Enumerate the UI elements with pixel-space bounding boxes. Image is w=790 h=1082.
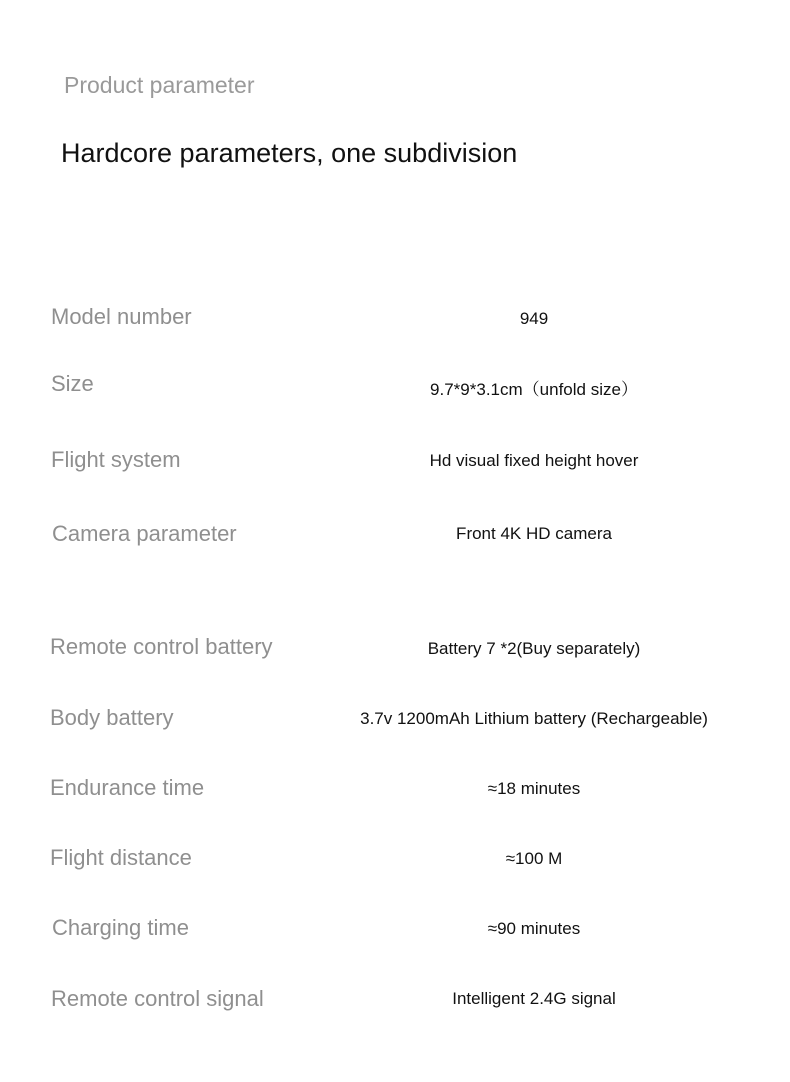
param-label-flight-distance: Flight distance: [50, 845, 192, 870]
param-value-size: 9.7*9*3.1cm（unfold size）: [430, 380, 638, 399]
param-value-remote-control-signal: Intelligent 2.4G signal: [452, 989, 616, 1008]
param-value-model-number: 949: [519, 309, 549, 328]
section-label: Product parameter: [64, 72, 255, 98]
param-label-charging-time: Charging time: [52, 915, 189, 940]
param-value-body-battery: 3.7v 1200mAh Lithium battery (Rechargeable): [360, 709, 708, 728]
param-label-remote-control-signal: Remote control signal: [51, 986, 264, 1011]
param-label-remote-control-battery: Remote control battery: [50, 634, 273, 659]
param-value-flight-system: Hd visual fixed height hover: [429, 451, 639, 470]
param-value-remote-control-battery: Battery 7 *2(Buy separately): [427, 639, 641, 658]
param-label-size: Size: [51, 371, 94, 396]
param-label-flight-system: Flight system: [51, 447, 181, 472]
param-label-endurance-time: Endurance time: [50, 775, 205, 800]
param-label-model-number: Model number: [51, 304, 192, 329]
param-value-flight-distance: ≈100 M: [505, 849, 563, 868]
param-value-charging-time: ≈90 minutes: [487, 919, 581, 938]
param-label-camera-parameter: Camera parameter: [52, 521, 237, 546]
page-headline: Hardcore parameters, one subdivision: [61, 138, 518, 168]
param-value-endurance-time: ≈18 minutes: [487, 779, 581, 798]
param-label-body-battery: Body battery: [50, 705, 174, 730]
param-value-camera-parameter: Front 4K HD camera: [456, 524, 612, 543]
